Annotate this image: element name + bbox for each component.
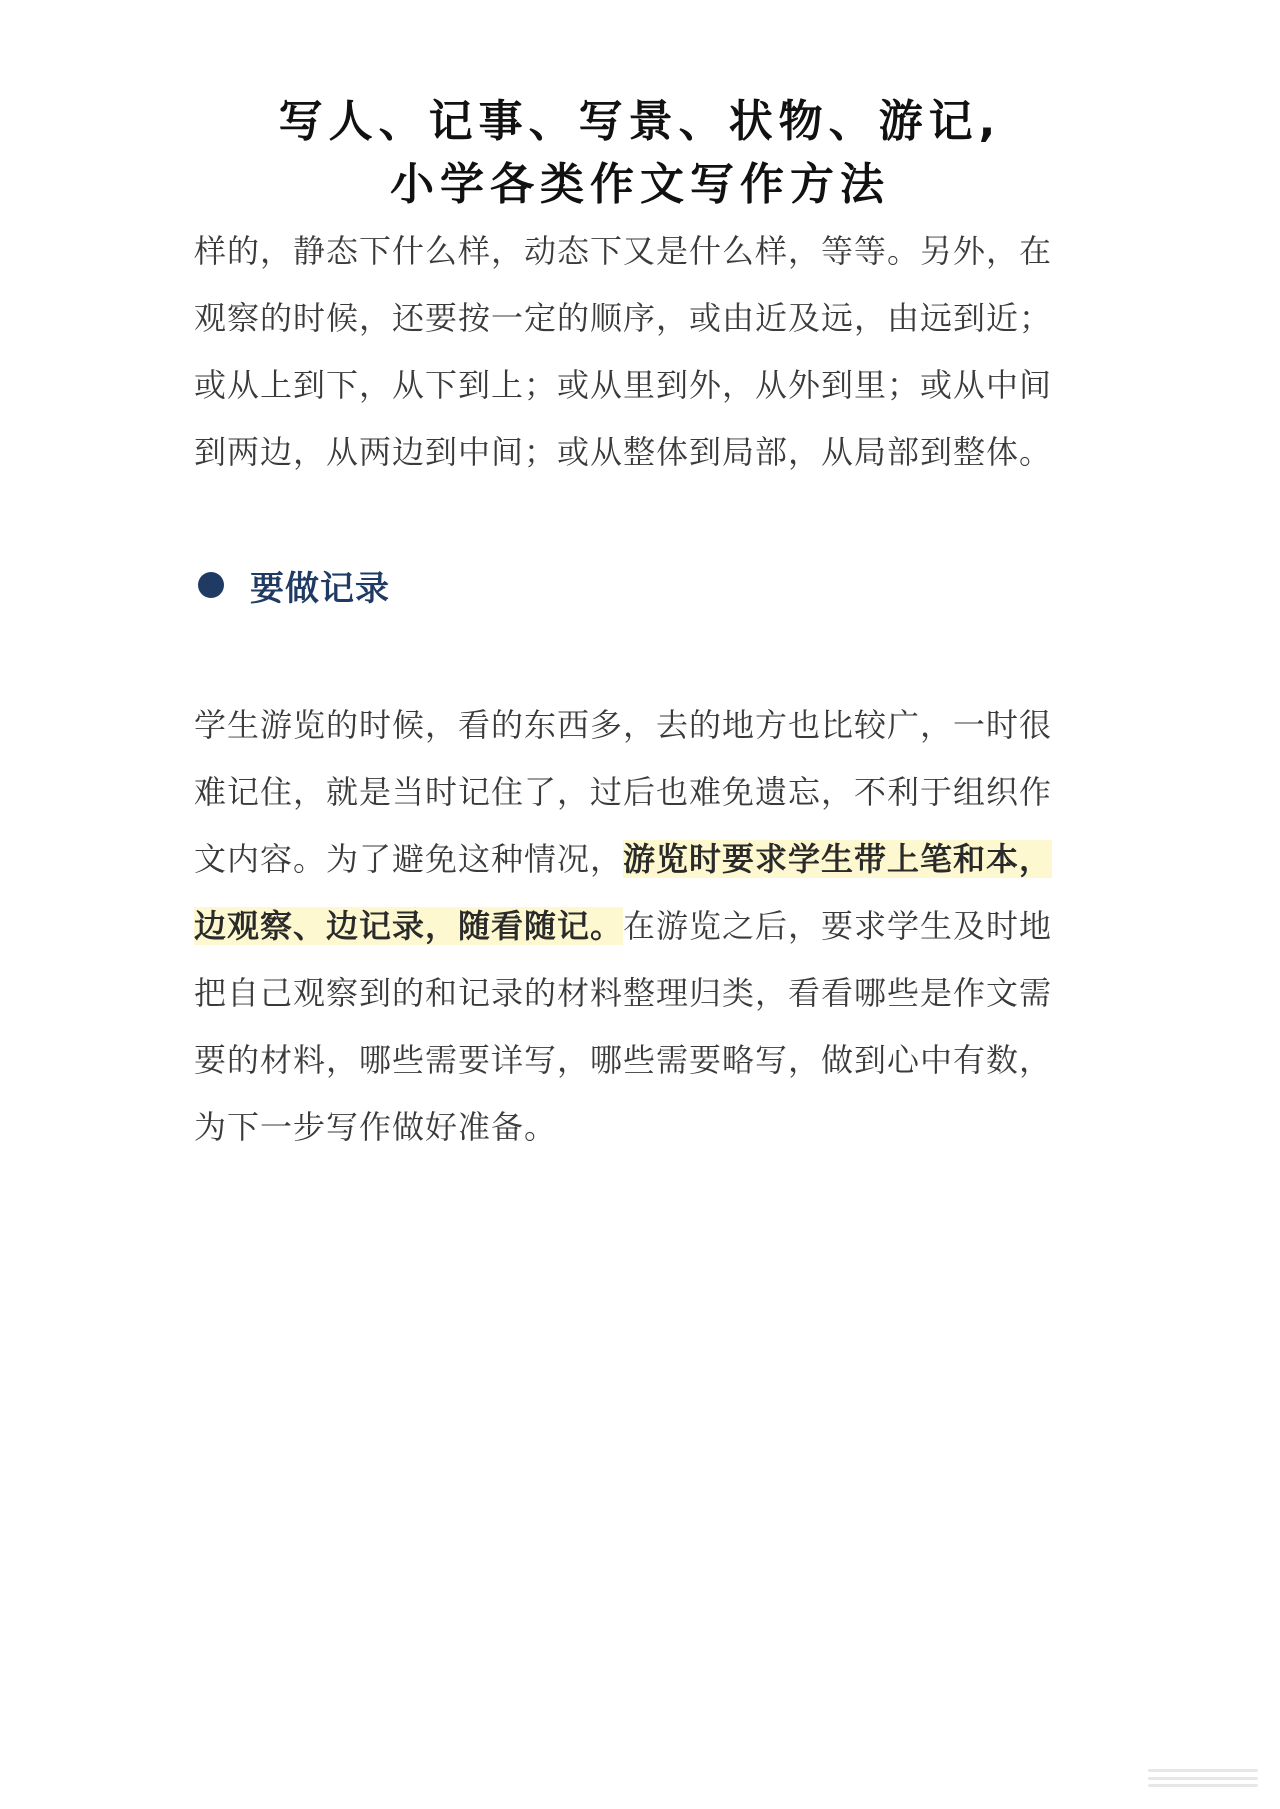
paragraph-line: 要的材料，哪些需要详写，哪些需要略写，做到心中有数， (194, 1041, 1053, 1079)
bullet-dot-icon (198, 572, 224, 598)
watermark-icon (1148, 1769, 1258, 1787)
paragraph-line: 为下一步写作做好准备。 (194, 1108, 558, 1146)
paragraph-line: 把自己观察到的和记录的材料整理归类，看看哪些是作文需 (194, 974, 1053, 1012)
page-title-line-1: 写人、记事、写景、状物、游记, (278, 96, 1002, 147)
paragraph-line: 或从上到下，从下到上；或从里到外，从外到里；或从中间 (194, 366, 1053, 404)
take-notes-paragraph (194, 692, 1094, 1161)
section-heading-take-notes (198, 560, 390, 610)
paragraph-line: 样的，静态下什么样，动态下又是什么样，等等。另外，在 (194, 232, 1053, 270)
observation-order-paragraph (194, 218, 1094, 486)
highlighted-text: 游览时要求学生带上笔和本， (623, 840, 1053, 878)
paragraph-text: 在游览之后，要求学生及时地 (623, 907, 1053, 945)
page-title-line-2: 小学各类作文写作方法 (390, 159, 890, 210)
paragraph-text: 文内容。为了避免这种情况， (194, 840, 624, 878)
paragraph-line: 学生游览的时候，看的东西多，去的地方也比较广，一时很 (194, 706, 1053, 744)
paragraph-line: 观察的时候，还要按一定的顺序，或由近及远，由远到近； (194, 299, 1053, 337)
paragraph-line: 难记住，就是当时记住了，过后也难免遗忘，不利于组织作 (194, 773, 1053, 811)
highlighted-text: 边观察、边记录，随看随记。 (194, 907, 624, 945)
section-heading-text: 要做记录 (250, 568, 390, 609)
paragraph-line (194, 826, 1094, 893)
paragraph-line (194, 893, 1094, 960)
paragraph-line: 到两边，从两边到中间；或从整体到局部，从局部到整体。 (194, 433, 1053, 471)
